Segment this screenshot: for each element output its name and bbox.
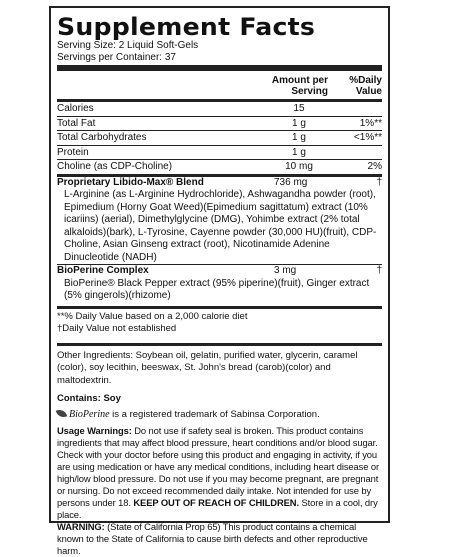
blend-ingredients: L-Arginine (as L-Arginine Hydrochloride), Ashwagandha powder (root), Epimedium (Horny Goat Weed)(Epimedium sagittatum) extract (10% icariins) (aerial), Dimethylglycine (DMG), Yohimbe extract (2% total alkaloids)(bark), L-Tyrosine, Cayenne powder (30,000 HU)(fruit), CDP-Choline, Asian Ginseng extract (root), Nicotinamide Adenine Dinucleotide (NADH) — [64, 189, 377, 263]
serving-size: Serving Size: 2 Liquid Soft-Gels — [57, 40, 199, 51]
blend-amount: 736 mg — [274, 176, 308, 188]
footnotes — [57, 309, 382, 335]
nutrient-dv — [334, 102, 382, 116]
nutrient-row — [57, 145, 382, 160]
nutrient-amount: 15 — [293, 103, 305, 114]
bioperine-complex — [57, 265, 382, 303]
blend-header — [57, 265, 382, 278]
supplement-facts-label — [49, 6, 390, 556]
other-ingredients: Other Ingredients: Soybean oil, gelatin, purified water, glycerin, caramel (color), soy lecithin, beeswax, St. John's bread (carob)(color) and maltodextrin. — [57, 349, 358, 386]
footnote: **% Daily Value based on a 2,000 calorie diet — [57, 310, 248, 322]
keep-out-of-reach: KEEP OUT OF REACH OF CHILDREN. — [133, 497, 299, 508]
prop65-warning — [57, 521, 382, 557]
nutrient-row — [57, 116, 382, 131]
nutrient-amount: 1 g — [292, 117, 306, 129]
blend-dv: † — [376, 176, 382, 188]
blend-dv: † — [376, 265, 382, 276]
nutrient-row — [57, 130, 382, 145]
nutrient-name: Protein — [57, 146, 89, 158]
usage-warnings-label: Usage Warnings: — [57, 425, 132, 436]
nutrient-row — [57, 102, 382, 116]
dv-header: %Daily Value — [349, 75, 382, 97]
nutrient-amount: 10 mg — [285, 161, 313, 172]
amount-header: Amount per Serving — [271, 75, 328, 97]
warning-label: WARNING: — [57, 521, 105, 532]
nutrient-amount: 1 g — [292, 132, 306, 143]
blend-name: Proprietary Libido-Max® Blend — [57, 176, 204, 188]
nutrient-dv: 1%** — [359, 117, 382, 129]
nutrient-name: Total Fat — [57, 117, 96, 129]
label-title: Supplement Facts — [57, 13, 316, 41]
proprietary-blend — [57, 177, 382, 265]
column-header — [57, 71, 382, 99]
nutrient-name: Calories — [57, 103, 94, 114]
nutrient-dv — [334, 146, 382, 160]
nutrient-dv: 2% — [367, 161, 382, 172]
nutrient-row — [57, 159, 382, 174]
footnote: †Daily Value not established — [57, 322, 177, 334]
blend-header — [57, 177, 382, 190]
nutrient-dv: <1%** — [353, 132, 382, 143]
bioperine-leaf-icon — [56, 408, 68, 420]
servings-per-container: Servings per Container: 37 — [57, 51, 176, 63]
trademark-line — [57, 406, 382, 422]
trademark-text: is a registered trademark of Sabinsa Corporation. — [109, 408, 320, 420]
blend-ingredients: BioPerine® Black Pepper extract (95% piperine)(fruit), Ginger extract (5% gingerols)(rhizome) — [64, 277, 370, 301]
blend-amount: 3 mg — [274, 265, 297, 276]
allergen-contains: Contains: Soy — [57, 393, 121, 404]
nutrient-name: Choline (as CDP-Choline) — [57, 161, 173, 172]
storage-text: Store in a cool, dry place. — [57, 497, 378, 520]
nutrient-table — [57, 102, 382, 174]
blend-name: BioPerine Complex — [57, 265, 149, 276]
usage-warnings — [57, 421, 382, 521]
warning-text: (State of California Prop 65) This product contains a chemical known to the State of California to cause birth defects and other reproductive harm. — [57, 521, 368, 556]
usage-warnings-text: Do not use if safety seal is broken. This product contains ingredients that may affect blood pressure, heart conditions and/or blood sugar. Check with your doctor before using this product and engaging in activity, if you are using medication or have any medical conditions, including heart disease or high/low blood pressure. Do not use if you may become pregnant, are pregnant or nursing. Do not exceed recommended daily intake. Not intended for use by persons under 18. — [57, 425, 379, 508]
bioperine-logo: BioPerine — [69, 408, 110, 420]
nutrient-amount: 1 g — [292, 146, 306, 158]
nutrient-name: Total Carbohydrates — [57, 132, 147, 143]
